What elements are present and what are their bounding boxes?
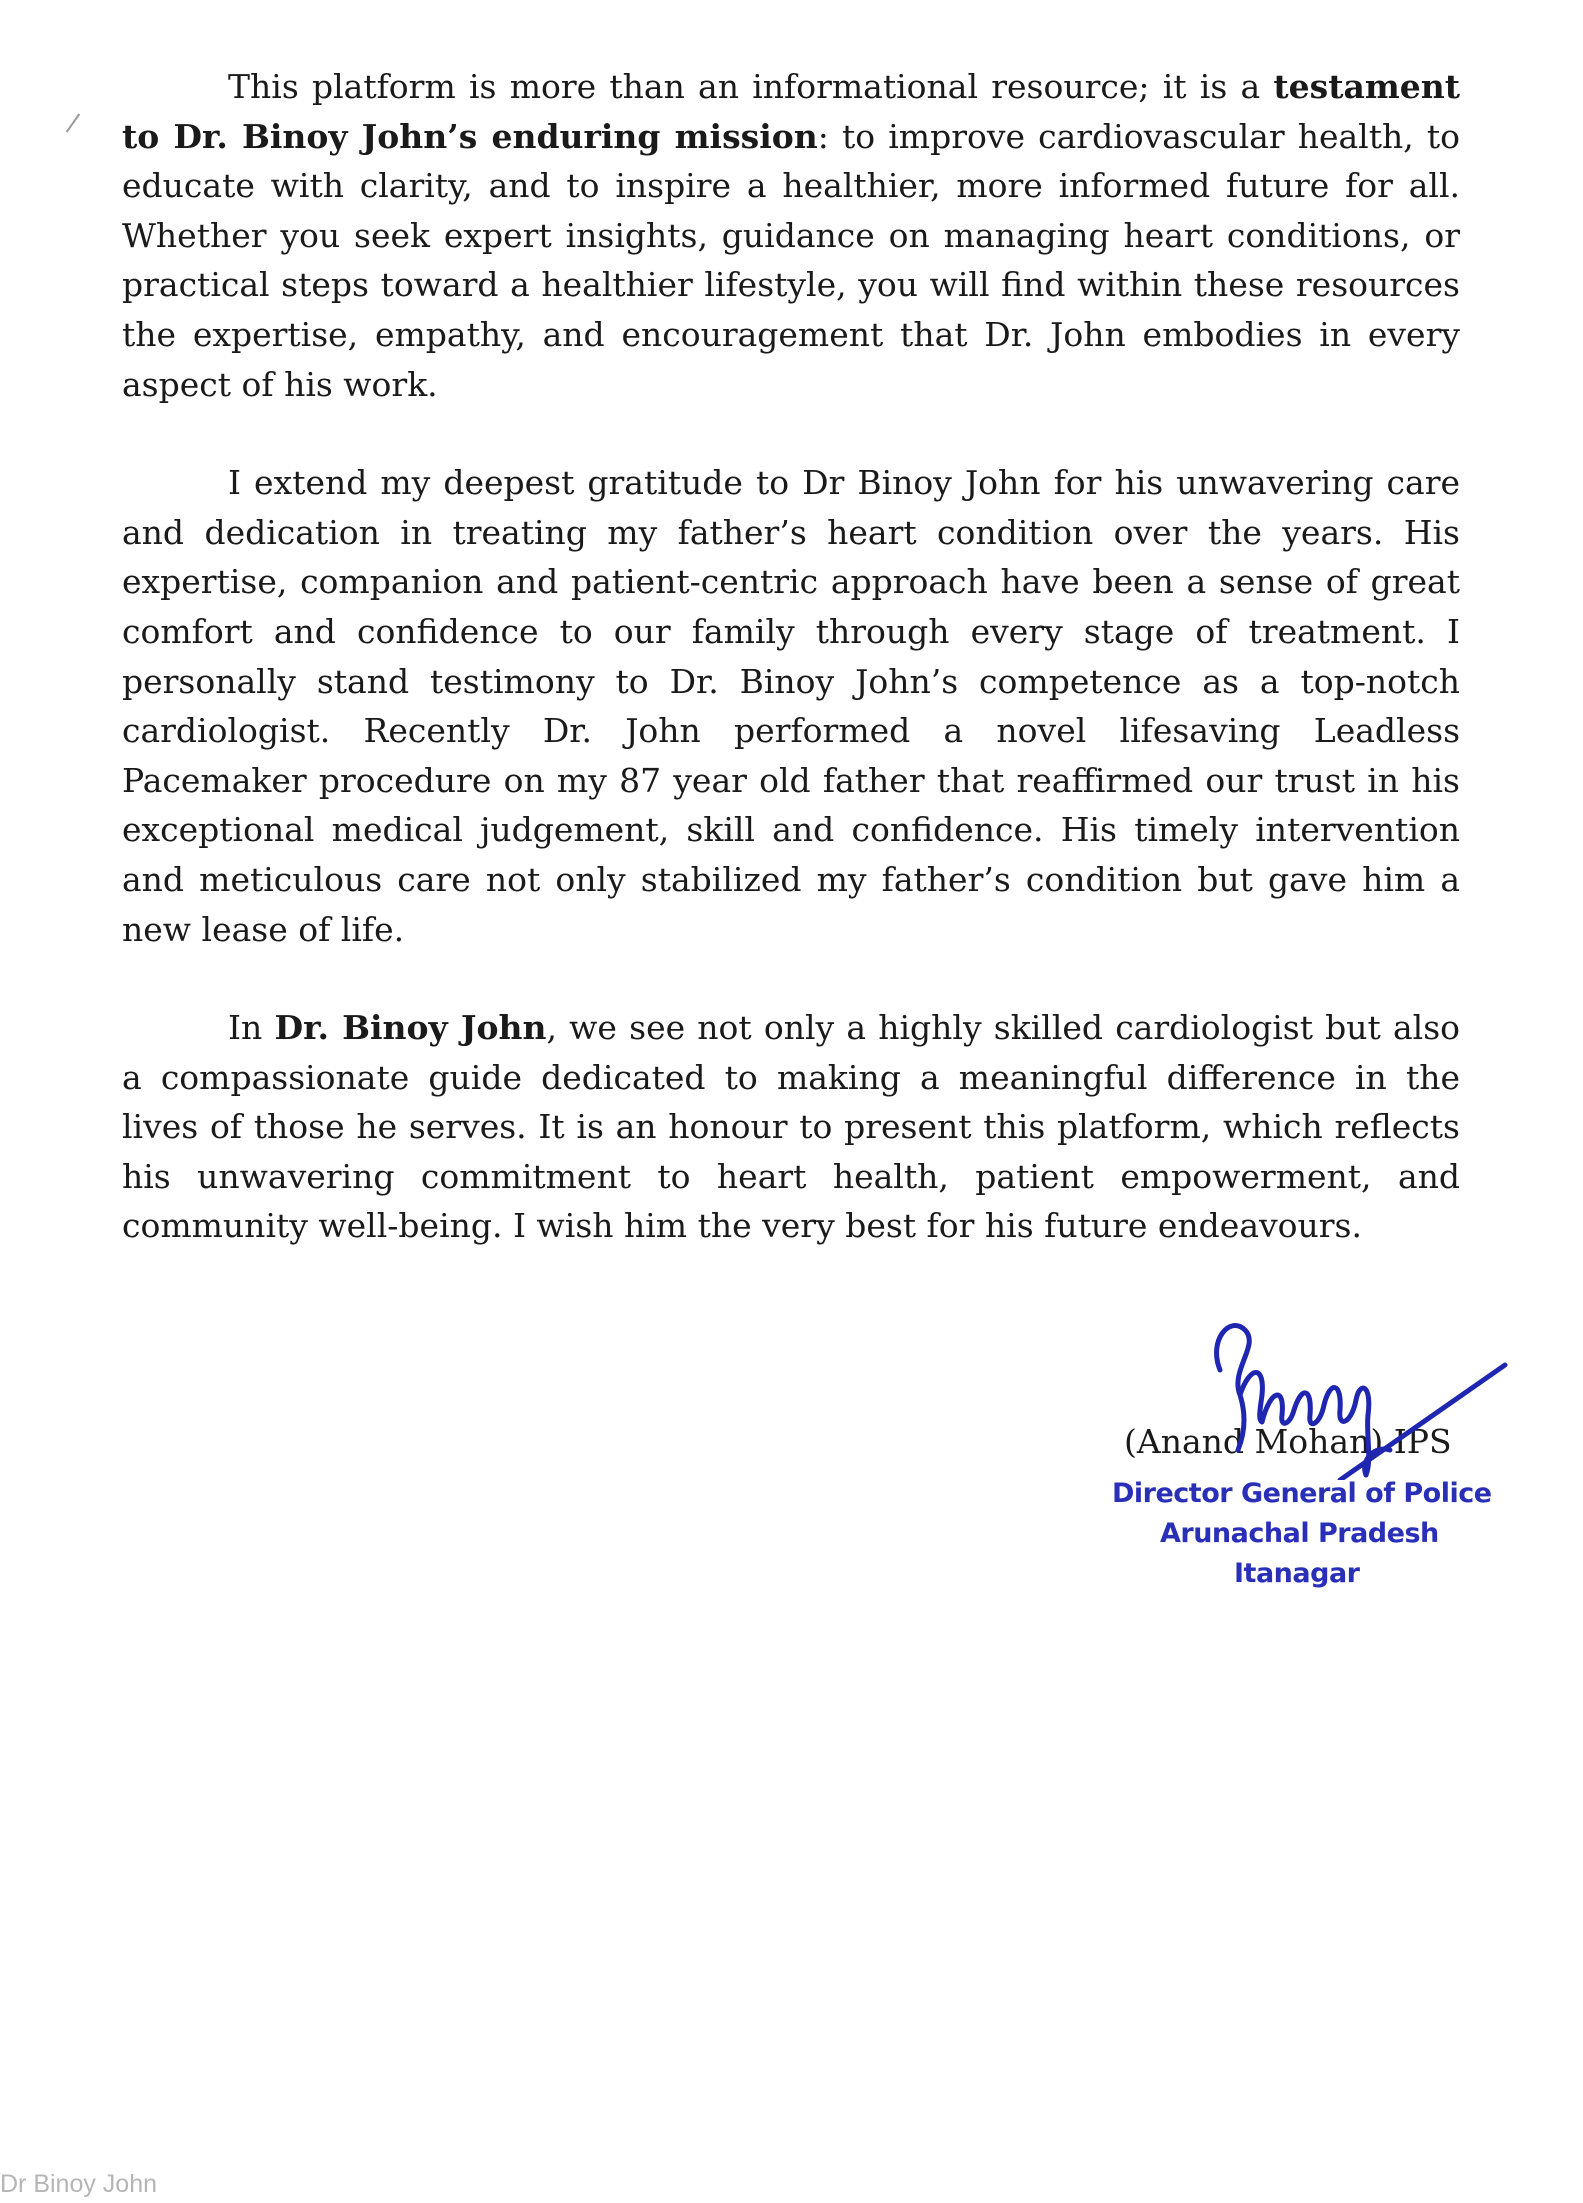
footer-watermark: Dr Binoy John <box>0 2170 158 2198</box>
handwritten-signature <box>1190 1310 1510 1480</box>
paragraph-1-bold-phrase: testament to Dr. Binoy John’s enduring mission <box>122 67 1460 156</box>
stamp-line-state: Arunachal Pradesh <box>1160 1518 1439 1549</box>
signature-stroke-cross <box>1340 1365 1505 1480</box>
signature-stroke-main <box>1217 1326 1369 1475</box>
scan-artifact-mark <box>66 113 80 132</box>
stamp-line-city: Itanagar <box>1234 1558 1360 1589</box>
paragraph-2 <box>122 458 1460 954</box>
paragraph-3-text-a: In <box>228 1008 275 1048</box>
paragraph-3-text-b: , we see not only a highly skilled cardiologist but also a compassionate guide dedicated to making a meaningful difference in the lives of those he serves. It is an honour to present this platform, which reflects his unwavering commitment to heart health, patient empowerment, and community well-being. I wish him the very best for his future endeavours. <box>122 1008 1460 1246</box>
signatory-name: (Anand Mohan) IPS <box>1124 1422 1452 1461</box>
paragraph-1 <box>122 62 1460 409</box>
paragraph-3-bold-name: Dr. Binoy John <box>274 1008 547 1048</box>
signature-block <box>1080 1300 1500 1620</box>
stamp-line-designation: Director General of Police <box>1112 1478 1492 1509</box>
paragraph-1-text-b: : to improve cardiovascular health, to educate with clarity, and to inspire a healthier, more informed future for all. Whether you seek expert insights, guidance on managing heart conditions, or practical steps toward a healthier lifestyle, you will find within these resources the expertise, empathy, and encouragement that Dr. John embodies in every aspect of his work. <box>122 116 1460 404</box>
paragraph-1-text-a: This platform is more than an informational resource; it is a <box>228 67 1274 106</box>
paragraph-3 <box>122 1003 1460 1251</box>
paragraph-2-text: I extend my deepest gratitude to Dr Binoy John for his unwavering care and dedication in treating my father’s heart condition over the years. His expertise, companion and patient-centric approach have been a sense of great comfort and confidence to our family through every stage of treatment. I personally stand testimony to Dr. Binoy John’s competence as a top-notch cardiologist. Recently Dr. John performed a novel lifesaving Leadless Pacemaker procedure on my 87 year old father that reaffirmed our trust in his exceptional medical judgement, skill and confidence. His timely intervention and meticulous care not only stabilized my father’s condition but gave him a new lease of life. <box>122 463 1460 949</box>
letter-body <box>122 62 1460 1251</box>
